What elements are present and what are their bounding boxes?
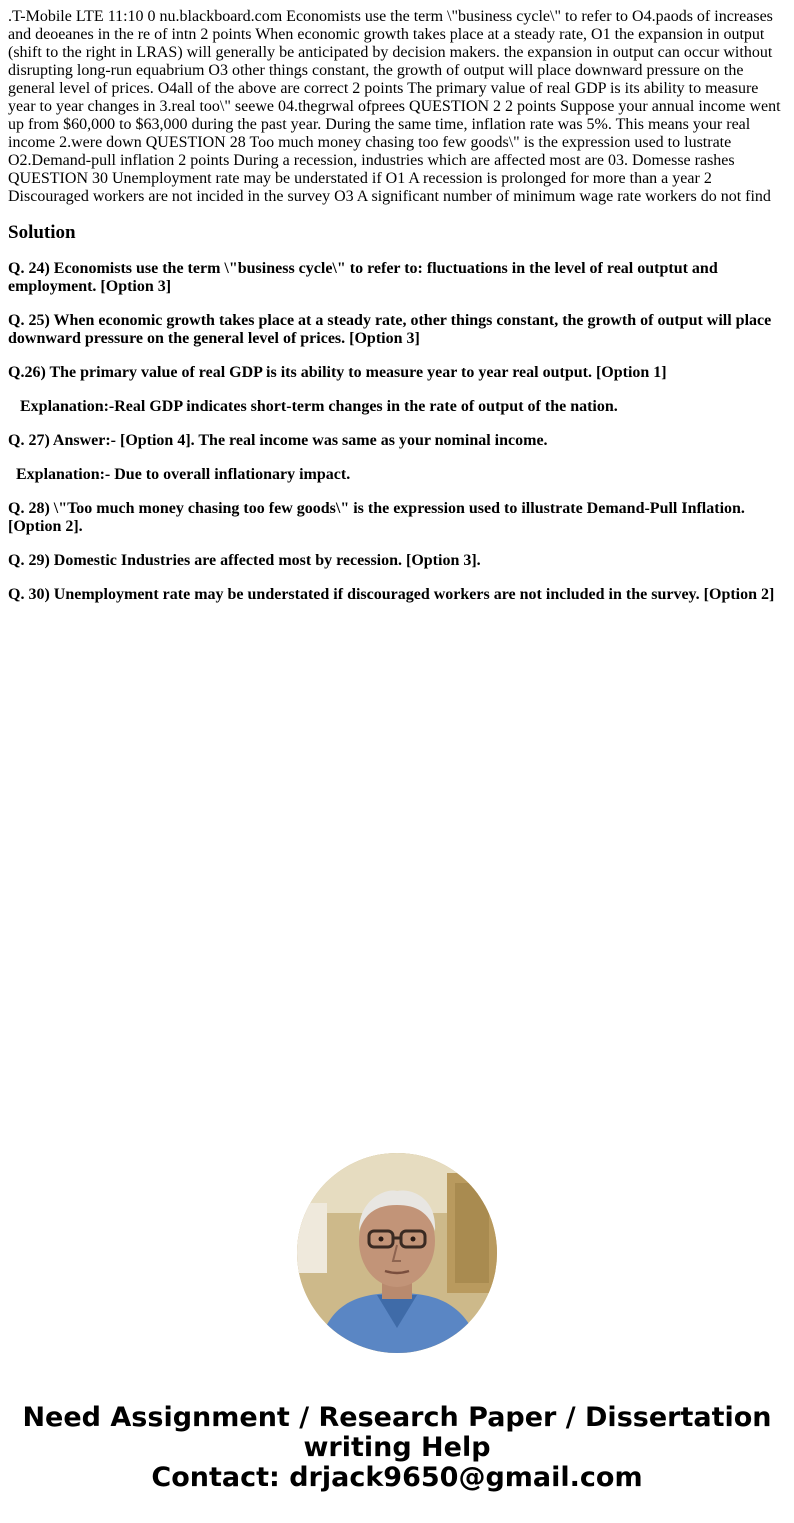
- tutor-portrait-image: [297, 1153, 497, 1353]
- answer-q26: Q.26) The primary value of real GDP is its ability to measure year to year real output. [Option 1]: [8, 364, 667, 381]
- promo-line-2: writing Help: [303, 1432, 491, 1463]
- answer-q27: Q. 27) Answer:- [Option 4]. The real income was same as your nominal income.: [8, 432, 548, 449]
- answer-q25: Q. 25) When economic growth takes place at a steady rate, other things constant, the growth of output will place downward pressure on the general level of prices. [Option 3]: [8, 312, 772, 347]
- answer-q24: Q. 24) Economists use the term \"business cycle\" to refer to: fluctuations in the level of real outptut and employment. [Option 3]: [8, 260, 718, 295]
- promo-line-1: Need Assignment / Research Paper / Dissertation: [22, 1402, 772, 1433]
- explanation-q27: Explanation:- Due to overall inflationary impact.: [16, 466, 351, 483]
- document-content: [8, 8, 784, 620]
- answer-q29: Q. 29) Domestic Industries are affected most by recession. [Option 3].: [8, 552, 481, 569]
- answer-q28: Q. 28) \"Too much money chasing too few goods\" is the expression used to illustrate Demand-Pull Inflation. [Option 2].: [8, 500, 745, 535]
- solution-heading: Solution: [8, 222, 76, 243]
- tutor-avatar: [297, 1153, 497, 1353]
- answer-q30: Q. 30) Unemployment rate may be understated if discouraged workers are not included in the survey. [Option 2]: [8, 586, 775, 603]
- explanation-q26: Explanation:-Real GDP indicates short-term changes in the rate of output of the nation.: [20, 398, 618, 415]
- question-text: .T-Mobile LTE 11:10 0 nu.blackboard.com Economists use the term \"business cycle\" to refer to O4.paods of increases and deoeanes in the re of intn 2 points When economic growth takes place at a steady rate, O1 the expansion in output (shift to the right in LRAS) will generally be anticipated by decision makers. the expansion in output can occur without disrupting long-run equabrium O3 other things constant, the growth of output will place downward pressure on the general level of prices. O4all of the above are correct 2 points The primary value of real GDP is its ability to measure year to year changes in 3.real too\" seewe 04.thegrwal ofprees QUESTION 2 2 points Suppose your annual income went up from $60,000 to $63,000 during the past year. During the same time, inflation rate was 5%. This means your real income 2.were down QUESTION 28 Too much money chasing too few goods\" is the expression used to lustrate O2.Demand-pull inflation 2 points During a recession, industries which are affected most are 03. Domesse rashes QUESTION 30 Unemployment rate may be understated if O1 A recession is prolonged for more than a year 2 Discouraged workers are not incided in the survey O3 A significant number of minimum wage rate workers do not find: [8, 8, 781, 205]
- promo-contact[interactable]: Contact: drjack9650@gmail.com: [151, 1462, 643, 1493]
- promo-banner: [0, 1403, 794, 1493]
